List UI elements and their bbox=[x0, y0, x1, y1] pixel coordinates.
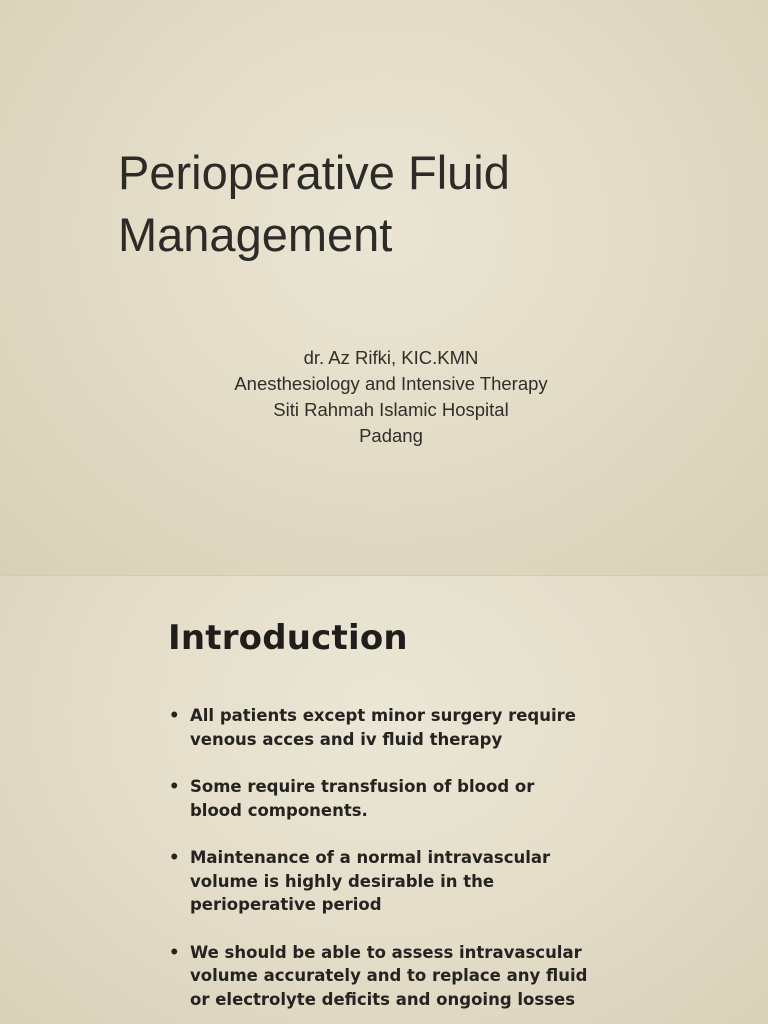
bullet-text-line: perioperative period bbox=[190, 895, 382, 914]
bullet-text-line: Some require transfusion of blood or bbox=[190, 777, 535, 796]
author-hospital: Siti Rahmah Islamic Hospital bbox=[273, 399, 509, 420]
bullet-item bbox=[168, 941, 628, 1012]
bullet-item bbox=[168, 704, 628, 751]
bullet-text-line: blood components. bbox=[190, 800, 368, 820]
slide-title-line-2: Management bbox=[118, 208, 393, 261]
bullet-text-line: All patients except minor surgery require bbox=[190, 706, 576, 725]
author-city: Padang bbox=[359, 425, 423, 446]
section-heading: Introduction bbox=[168, 618, 408, 658]
author-name: dr. Az Rifki, KIC.KMN bbox=[303, 347, 479, 368]
bullet-list bbox=[168, 704, 628, 1024]
author-byline bbox=[0, 345, 768, 449]
slide-title-line-1: Perioperative Fluid bbox=[118, 146, 510, 199]
bullet-text-line: volume accurately and to replace any fluid bbox=[190, 966, 588, 985]
introduction-slide bbox=[0, 576, 768, 1024]
bullet-icon: • bbox=[169, 942, 180, 962]
bullet-text-line: Maintenance of a normal intravascular bbox=[190, 848, 551, 867]
bullet-text-line: venous acces and iv fluid therapy bbox=[190, 729, 503, 749]
slide-title bbox=[118, 142, 718, 266]
bullet-text-line: volume is highly desirable in the bbox=[190, 871, 495, 891]
author-department: Anesthesiology and Intensive Therapy bbox=[234, 373, 548, 394]
bullet-icon: • bbox=[169, 706, 180, 725]
bullet-item bbox=[168, 846, 628, 917]
bullet-text-line: or electrolyte deficits and ongoing losses bbox=[190, 989, 576, 1009]
bullet-text-line: We should be able to assess intravascular bbox=[190, 942, 582, 962]
bullet-icon: • bbox=[169, 848, 180, 867]
bullet-icon: • bbox=[169, 777, 180, 796]
bullet-item bbox=[168, 775, 628, 822]
